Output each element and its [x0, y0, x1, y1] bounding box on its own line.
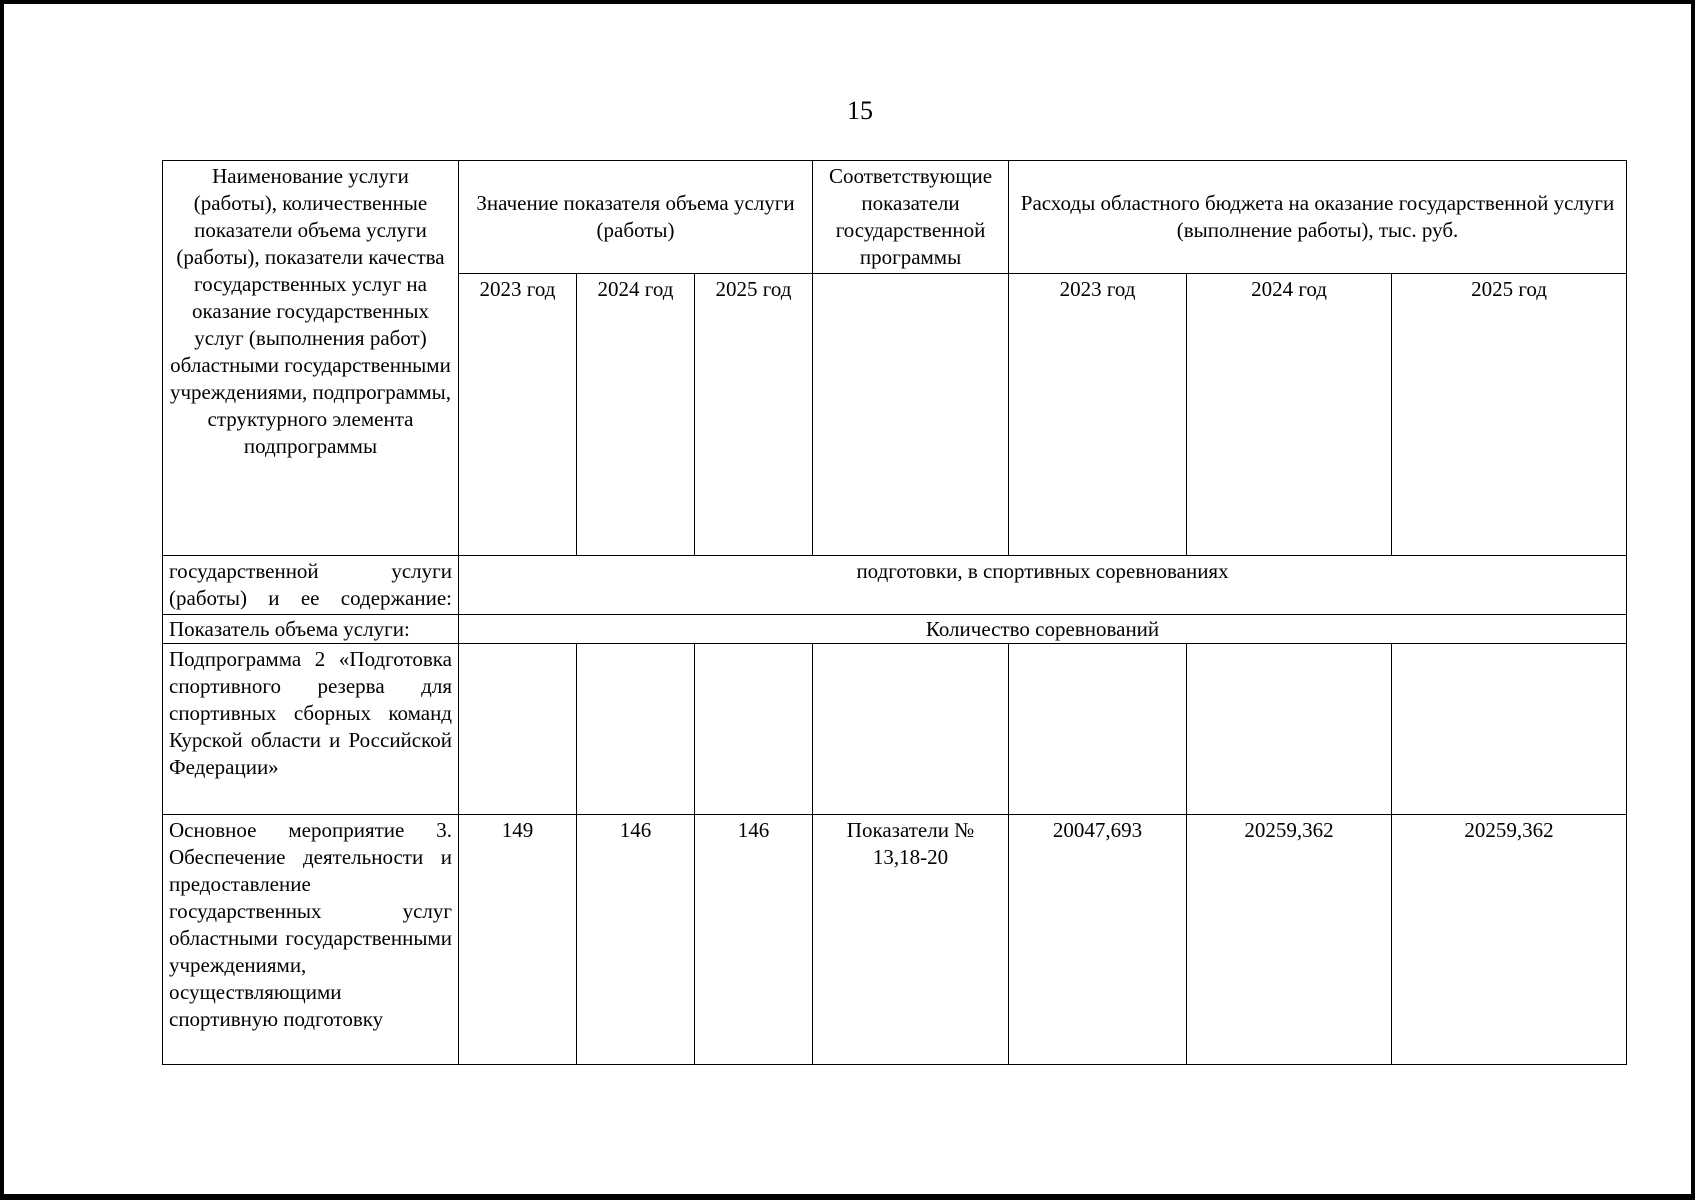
header-volume-year: 2025 год — [695, 274, 813, 556]
content-value: подготовки, в спортивных соревнованиях — [459, 556, 1627, 615]
table-cell-empty — [1009, 644, 1187, 815]
header-expenses-group: Расходы областного бюджета на оказание государственной услуги (выполнение работы), тыс. руб. — [1009, 161, 1627, 274]
table-cell-empty — [695, 644, 813, 815]
header-expense-year: 2025 год — [1392, 274, 1627, 556]
table-cell-empty — [1392, 644, 1627, 815]
volume-indicator-value: Количество соревнований — [459, 615, 1627, 644]
table-cell-empty — [577, 644, 695, 815]
header-volume-group: Значение показателя объема услуги (работы) — [459, 161, 813, 274]
table-cell-empty — [1187, 644, 1392, 815]
page-number: 15 — [847, 96, 873, 125]
table-row-main-activity — [163, 815, 1627, 1065]
table-row-content — [163, 556, 1627, 615]
volume-2024-cell: 146 — [577, 815, 695, 1065]
table-cell-empty — [813, 644, 1009, 815]
header-volume-year: 2023 год — [459, 274, 577, 556]
budget-table — [162, 160, 1627, 1065]
main-activity-label: Основное мероприятие 3. Обеспечение деятельности и предоставление государственных услуг областными государственными учреждениями, осуществляющими спортивную подготовку — [163, 815, 459, 1065]
header-volume-year: 2024 год — [577, 274, 695, 556]
header-row-1 — [163, 161, 1627, 274]
header-expense-year: 2023 год — [1009, 274, 1187, 556]
header-indicators-empty — [813, 274, 1009, 556]
header-expense-year: 2024 год — [1187, 274, 1392, 556]
expense-2024-cell: 20259,362 — [1187, 815, 1392, 1065]
volume-2025-cell: 146 — [695, 815, 813, 1065]
volume-2023-cell: 149 — [459, 815, 577, 1065]
subprogram-label: Подпрограмма 2 «Подготовка спортивного резерва для спортивных сборных команд Курской области и Российской Федерации» — [163, 644, 459, 815]
header-name-col: Наименование услуги (работы), количественные показатели объема услуги (работы), показатели качества государственных услуг на оказание государственных услуг (выполнения работ) областными государственными учреждениями, подпрограммы, структурного элемента подпрограммы — [163, 161, 459, 556]
indicators-cell: Показатели № 13,18-20 — [813, 815, 1009, 1065]
expense-2023-cell: 20047,693 — [1009, 815, 1187, 1065]
table-row-subprogram — [163, 644, 1627, 815]
table-row-volume-indicator — [163, 615, 1627, 644]
table-cell-empty — [459, 644, 577, 815]
content-label: государственной услуги (работы) и ее содержание: — [163, 556, 459, 615]
volume-indicator-label: Показатель объема услуги: — [163, 615, 459, 644]
expense-2025-cell: 20259,362 — [1392, 815, 1627, 1065]
header-indicators-col: Соответствующие показатели государственной программы — [813, 161, 1009, 274]
